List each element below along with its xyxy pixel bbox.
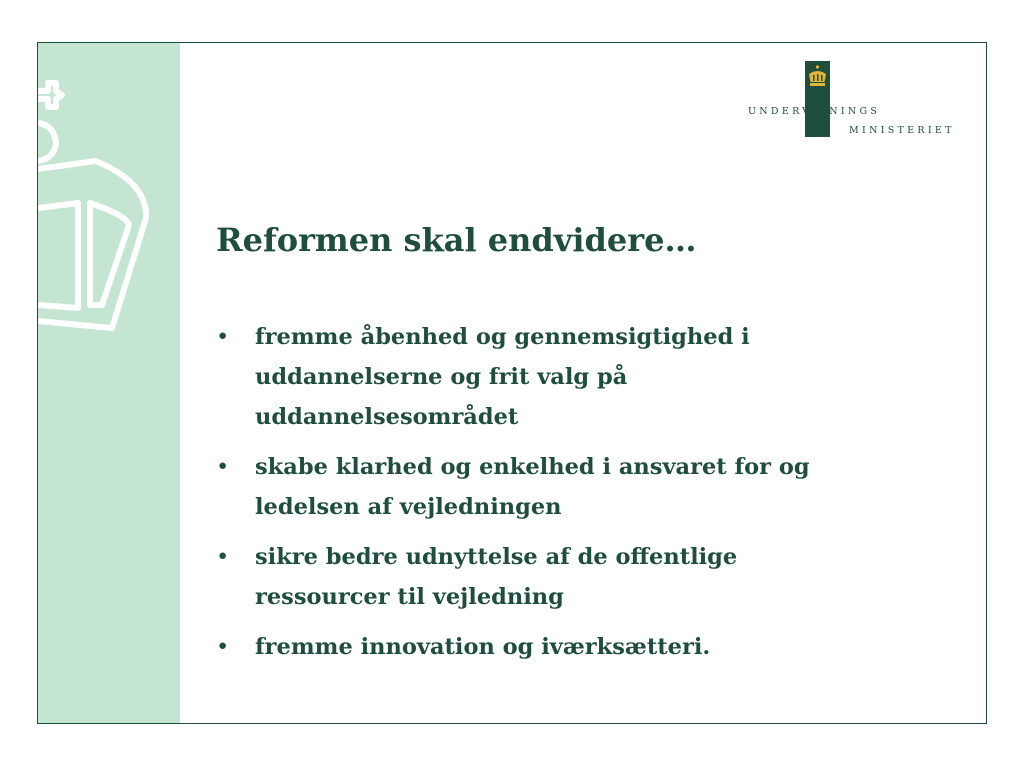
bullet-line: uddannelserne og frit valg på: [255, 364, 628, 390]
bullet-line: uddannelsesområdet: [255, 404, 519, 430]
bullet-line: sikre bedre udnyttelse af de offentlige: [255, 544, 738, 570]
bullet-item: [216, 317, 916, 437]
bullet-dot: •: [216, 634, 230, 660]
crown-watermark-icon: [38, 43, 180, 343]
bullet-line: fremme innovation og iværksætteri.: [255, 634, 711, 660]
ministry-logo: [738, 61, 968, 141]
bullet-line: fremme åbenhed og gennemsigtighed i: [255, 324, 750, 350]
bullet-dot: •: [216, 544, 230, 570]
logo-line-1: UNDERVISNINGS: [748, 106, 881, 117]
bullet-dot: •: [216, 324, 230, 350]
logo-line-2: MINISTERIET: [849, 125, 955, 136]
bullet-item: [216, 627, 916, 667]
crown-icon: [808, 65, 827, 89]
bullet-dot: •: [216, 454, 230, 480]
bullet-list: [216, 317, 916, 677]
bullet-item: [216, 447, 916, 527]
slide-title: Reformen skal endvidere…: [216, 221, 697, 259]
slide: [37, 42, 987, 724]
bullet-line: ledelsen af vejledningen: [255, 494, 562, 520]
logo-bar: [805, 61, 830, 137]
side-band: [38, 43, 180, 723]
bullet-line: ressourcer til vejledning: [255, 584, 564, 610]
bullet-line: skabe klarhed og enkelhed i ansvaret for og: [255, 454, 810, 480]
bullet-item: [216, 537, 916, 617]
